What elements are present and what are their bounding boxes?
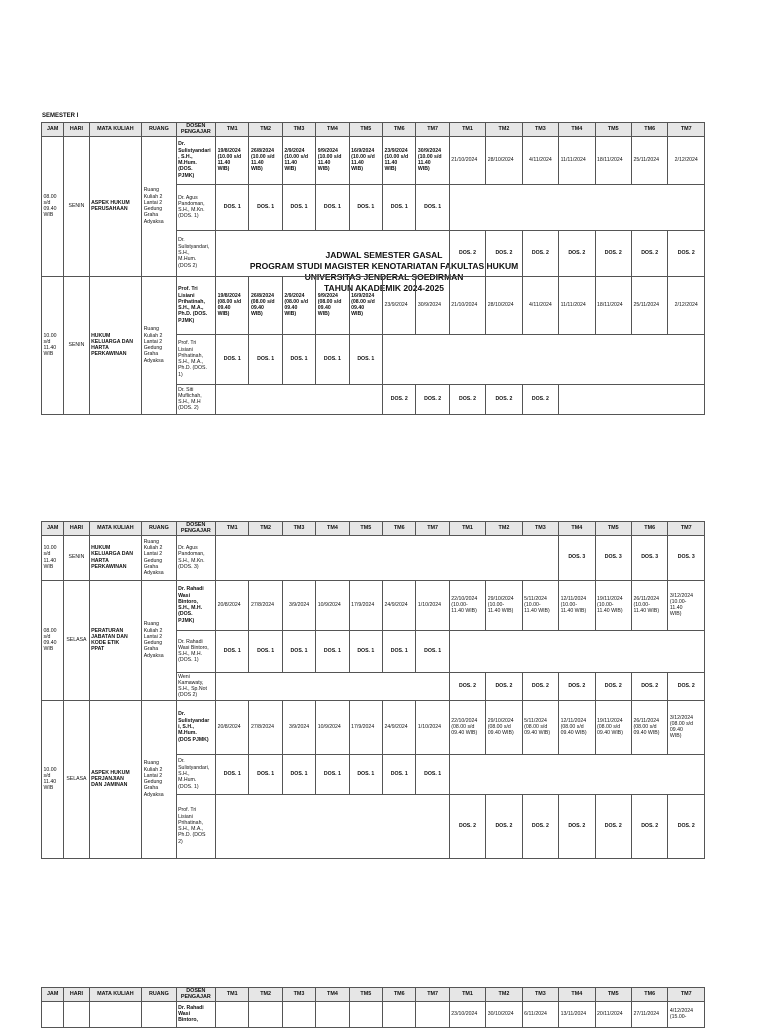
table-cell: 1/10/2024: [416, 580, 449, 630]
table-cell: 18/11/2024: [595, 276, 631, 334]
table-cell: [449, 184, 704, 230]
table-cell: Dr. Rahadi Wasi Bintoro, S.H., M.H. (DOS. 1): [176, 630, 215, 672]
column-header: TM2: [486, 123, 522, 137]
table-cell: Dr. Agus Pandoman, S.H., M.Kn. (DOS. 1): [176, 184, 215, 230]
table-cell: HUKUM KELUARGA DAN HARTA PERKAWINAN: [89, 535, 142, 580]
table-cell: DOS. 1: [349, 184, 382, 230]
column-header: TM4: [316, 988, 349, 1002]
table-cell: DOS. 1: [416, 630, 449, 672]
table-cell: DOS. 3: [631, 535, 667, 580]
table-cell: 22/10/2024 (08.00 s/d 09.40 WIB): [449, 700, 485, 754]
table-cell: DOS. 2: [449, 672, 485, 700]
table-cell: [216, 672, 450, 700]
column-header: TM4: [316, 522, 349, 536]
column-header: RUANG: [142, 123, 176, 137]
header-row: [42, 988, 705, 1002]
table-cell: [216, 230, 450, 276]
table-cell: 10/9/2024: [316, 580, 349, 630]
column-header: TM6: [383, 988, 416, 1002]
table-cell: [216, 794, 450, 858]
table-cell: 4/12/2024 (15.00-: [668, 1001, 705, 1027]
table-cell: DOS. 1: [249, 334, 282, 384]
table-cell: 10.00 s/d 11.40 WIB: [42, 535, 64, 580]
column-header: TM5: [349, 988, 382, 1002]
header-row: [42, 522, 705, 536]
table-cell: DOS. 1: [249, 754, 282, 794]
table-cell: 16/9/2024 (10.00 s/d 11.40 WIB): [349, 136, 382, 184]
table-row: [42, 535, 705, 580]
table-cell: 19/11/2024 (10.00- 11.40 WIB): [595, 580, 631, 630]
column-header: TM3: [522, 988, 558, 1002]
table-cell: 20/11/2024: [595, 1001, 631, 1027]
table-cell: DOS. 3: [559, 535, 595, 580]
table-cell: SENIN: [64, 535, 89, 580]
table-cell: SELASA: [64, 580, 89, 700]
table-cell: 25/11/2024: [631, 136, 667, 184]
table-cell: Ruang Kuliah 2 Lantai 2 Gedung Graha Adyaksa: [142, 136, 176, 276]
table-cell: DOS. 2: [559, 672, 595, 700]
table-cell: [383, 334, 705, 384]
table-cell: DOS. 2: [449, 794, 485, 858]
table-cell: DOS. 3: [595, 535, 631, 580]
column-header: HARI: [64, 988, 89, 1002]
table-cell: DOS. 2: [522, 384, 558, 414]
semester-label: SEMESTER I: [42, 113, 79, 119]
table-cell: SELASA: [64, 700, 89, 858]
table-cell: Weni Kamawaty, S.H., Sp.Not (DOS 2): [176, 672, 215, 700]
table-cell: 3/9/2024: [282, 700, 315, 754]
table-cell: [89, 1001, 142, 1027]
table-cell: 10/9/2024: [316, 700, 349, 754]
table-cell: 2/12/2024: [668, 276, 705, 334]
table-cell: DOS. 2: [631, 672, 667, 700]
column-header: TM6: [383, 522, 416, 536]
column-header: TM1: [216, 988, 249, 1002]
table-cell: DOS. 2: [522, 672, 558, 700]
table-cell: DOS. 2: [449, 384, 485, 414]
table-cell: Prof. Tri Lisiani Prihatinah, S.H., M.A., Ph.D. (DOS 2): [176, 794, 215, 858]
column-header: MATA KULIAH: [89, 522, 142, 536]
table-cell: [249, 1001, 282, 1027]
table-cell: 10.00 s/d 11.40 WIB: [42, 276, 64, 414]
table-cell: 23/10/2024: [449, 1001, 485, 1027]
column-header: JAM: [42, 123, 64, 137]
column-header: TM2: [249, 988, 282, 1002]
table-cell: 29/10/2024 (10.00- 11.40 WIB): [486, 580, 522, 630]
table-cell: DOS. 1: [383, 754, 416, 794]
table-cell: Ruang Kuliah 2 Lantai 2 Gedung Graha Adyaksa: [142, 580, 176, 700]
column-header: TM6: [631, 988, 667, 1002]
table-cell: DOS. 2: [631, 794, 667, 858]
table-cell: SENIN: [64, 136, 89, 276]
column-header: TM7: [668, 123, 705, 137]
table-cell: Dr. Sulistyandari, S.H., M.Hum. (DOS 2): [176, 230, 215, 276]
table-cell: 20/8/2024: [216, 700, 249, 754]
table-cell: 17/9/2024: [349, 700, 382, 754]
table-cell: 12/11/2024 (10.00- 11.40 WIB): [559, 580, 595, 630]
column-header: TM2: [249, 123, 282, 137]
table-cell: 28/10/2024: [486, 276, 522, 334]
title-line-1: JADWAL SEMESTER GASAL: [325, 250, 443, 260]
table-cell: 2/12/2024: [668, 136, 705, 184]
table-cell: [449, 630, 704, 672]
table-cell: Prof. Tri Lisiani Prihatinah, S.H., M.A., Ph.D. (DOS. PJMK): [176, 276, 215, 334]
table-cell: DOS. 2: [416, 384, 449, 414]
table-cell: 2/9/2024 (10.00 s/d 11.40 WIB): [282, 136, 315, 184]
column-header: TM2: [249, 522, 282, 536]
column-header: DOSEN PENGAJAR: [176, 522, 215, 536]
table-cell: DOS. 1: [282, 184, 315, 230]
table-cell: 16/9/2024 (08.00 s/d 09.40 WIB): [349, 276, 382, 334]
table-cell: 30/9/2024: [416, 276, 449, 334]
table-cell: DOS. 2: [595, 230, 631, 276]
column-header: TM3: [522, 522, 558, 536]
table-cell: DOS. 1: [316, 754, 349, 794]
table-cell: ASPEK HUKUM PERUSAHAAN: [89, 136, 142, 276]
table-cell: Dr. Siti Muflichah, S.H., M.H (DOS. 2): [176, 384, 215, 414]
column-header: RUANG: [142, 988, 176, 1002]
table-cell: DOS. 2: [486, 230, 522, 276]
table-cell: Dr. Sulistyandari, S.H., M.Hum. (DOS. 1): [176, 754, 215, 794]
table-cell: DOS. 1: [282, 630, 315, 672]
table-cell: 26/11/2024 (08.00 s/d 09.40 WIB): [631, 700, 667, 754]
table-cell: 11/11/2024: [559, 136, 595, 184]
table-cell: 3/12/2024 (08.00 s/d 09.40 WIB): [668, 700, 705, 754]
table-cell: 19/8/2024 (10.00 s/d 11.40 WIB): [216, 136, 249, 184]
table-cell: DOS. 2: [559, 794, 595, 858]
column-header: TM4: [559, 988, 595, 1002]
table-cell: DOS. 2: [595, 672, 631, 700]
table-cell: [216, 1001, 249, 1027]
column-header: TM7: [416, 988, 449, 1002]
table-cell: 27/8/2024: [249, 580, 282, 630]
table-cell: [449, 754, 704, 794]
table-cell: 10.00 s/d 11.40 WIB: [42, 700, 64, 858]
table-cell: 26/8/2024 (10.00 s/d 11.40 WIB): [249, 136, 282, 184]
table-cell: DOS. 2: [486, 384, 522, 414]
column-header: TM4: [316, 123, 349, 137]
table-cell: 08.00 s/d 09.40 WIB: [42, 580, 64, 700]
table-cell: 6/11/2024: [522, 1001, 558, 1027]
table-cell: [416, 1001, 449, 1027]
table-cell: 2/9/2024 (08.00 s/d 09.40 WIB): [282, 276, 315, 334]
table-cell: 9/9/2024 (10.00 s/d 11.40 WIB): [316, 136, 349, 184]
column-header: RUANG: [142, 522, 176, 536]
table-cell: [349, 1001, 382, 1027]
column-header: HARI: [64, 522, 89, 536]
table-cell: DOS. 1: [349, 334, 382, 384]
table-cell: DOS. 1: [216, 184, 249, 230]
title-line-4: TAHUN AKADEMIK 2024-2025: [324, 283, 444, 293]
table-cell: 23/9/2024 (10.00 s/d 11.40 WIB): [383, 136, 416, 184]
table-cell: DOS. 3: [668, 535, 705, 580]
column-header: TM5: [595, 988, 631, 1002]
table-cell: DOS. 2: [383, 384, 416, 414]
table-cell: 18/11/2024: [595, 136, 631, 184]
table-cell: 23/9/2024: [383, 276, 416, 334]
column-header: TM1: [449, 522, 485, 536]
column-header: JAM: [42, 522, 64, 536]
table-row: [42, 1001, 705, 1027]
table-cell: 13/11/2024: [559, 1001, 595, 1027]
table-cell: 19/11/2024 (08.00 s/d 09.40 WIB): [595, 700, 631, 754]
table-cell: 3/9/2024: [282, 580, 315, 630]
column-header: MATA KULIAH: [89, 123, 142, 137]
table-cell: Prof. Tri Lisiani Prihatinah, S.H., M.A., Ph.D. (DOS. 1): [176, 334, 215, 384]
table-cell: 17/9/2024: [349, 580, 382, 630]
table-cell: DOS. 1: [349, 754, 382, 794]
column-header: TM7: [416, 522, 449, 536]
table-cell: 27/8/2024: [249, 700, 282, 754]
header-row: [42, 123, 705, 137]
table-cell: [216, 384, 383, 414]
table-cell: 29/10/2024 (08.00 s/d 09.40 WIB): [486, 700, 522, 754]
column-header: TM6: [383, 123, 416, 137]
schedule-table: [41, 521, 705, 859]
table-cell: [383, 1001, 416, 1027]
table-row: [42, 276, 705, 334]
table-cell: 24/9/2024: [383, 580, 416, 630]
table-cell: DOS. 1: [416, 754, 449, 794]
column-header: TM7: [668, 522, 705, 536]
column-header: MATA KULIAH: [89, 988, 142, 1002]
table-cell: DOS. 1: [282, 754, 315, 794]
table-cell: DOS. 1: [216, 334, 249, 384]
table-cell: DOS. 2: [522, 794, 558, 858]
table-cell: DOS. 1: [316, 334, 349, 384]
table-cell: DOS. 2: [668, 672, 705, 700]
column-header: TM1: [216, 522, 249, 536]
table-cell: Ruang Kuliah 2 Lantai 2 Gedung Graha Adyaksa: [142, 535, 176, 580]
column-header: TM5: [595, 522, 631, 536]
table-cell: 9/9/2024 (08.00 s/d 09.40 WIB): [316, 276, 349, 334]
table-cell: 4/11/2024: [522, 136, 558, 184]
table-cell: 5/11/2024 (08.00 s/d 09.40 WIB): [522, 700, 558, 754]
table-cell: [142, 1001, 176, 1027]
column-header: TM6: [631, 522, 667, 536]
table-cell: DOS. 2: [522, 230, 558, 276]
table-cell: Dr. Sulistyandari , S.H., M.Hum. (DOS. PJMK): [176, 136, 215, 184]
table-cell: 3/12/2024 (10.00- 11.40 WIB): [668, 580, 705, 630]
column-header: TM2: [486, 522, 522, 536]
table-cell: DOS. 2: [449, 230, 485, 276]
table-row: [42, 700, 705, 754]
table-cell: 20/8/2024: [216, 580, 249, 630]
table-cell: [216, 535, 559, 580]
column-header: TM1: [449, 988, 485, 1002]
title-line-3: UNIVERSITAS JENDERAL SOEDIRMAN: [304, 272, 464, 282]
table-cell: 22/10/2024 (10.00- 11.40 WIB): [449, 580, 485, 630]
table-cell: DOS. 1: [383, 630, 416, 672]
table-cell: DOS. 1: [316, 184, 349, 230]
table-cell: DOS. 1: [282, 334, 315, 384]
table-cell: Ruang Kuliah 2 Lantai 2 Gedung Graha Adyaksa: [142, 276, 176, 414]
table-cell: 30/10/2024: [486, 1001, 522, 1027]
table-cell: DOS. 2: [668, 794, 705, 858]
table-cell: Dr. Sulistyandar i, S.H., M.Hum. (DOS PJMK): [176, 700, 215, 754]
table-cell: Dr. Rahadi Wasi Bintoro,: [176, 1001, 215, 1027]
table-cell: 26/8/2024 (08.00 s/d 09.40 WIB): [249, 276, 282, 334]
table-cell: 11/11/2024: [559, 276, 595, 334]
table-cell: 26/11/2024 (10.00- 11.40 WIB): [631, 580, 667, 630]
table-cell: 5/11/2024 (10.00- 11.40 WIB): [522, 580, 558, 630]
table-cell: ASPEK HUKUM PERJANJIAN DAN JAMINAN: [89, 700, 142, 858]
table-cell: DOS. 2: [595, 794, 631, 858]
column-header: TM4: [559, 123, 595, 137]
table-cell: 28/10/2024: [486, 136, 522, 184]
table-cell: Ruang Kuliah 2 Lantai 2 Gedung Graha Adyaksa: [142, 700, 176, 858]
table-cell: DOS. 2: [631, 230, 667, 276]
table-cell: DOS. 2: [668, 230, 705, 276]
column-header: TM5: [349, 522, 382, 536]
table-cell: 24/9/2024: [383, 700, 416, 754]
column-header: TM3: [282, 522, 315, 536]
table-cell: 12/11/2024 (08.00 s/d 09.40 WIB): [559, 700, 595, 754]
table-cell: [64, 1001, 89, 1027]
column-header: TM1: [216, 123, 249, 137]
table-cell: [42, 1001, 64, 1027]
table-cell: DOS. 1: [216, 754, 249, 794]
table-cell: 30/9/2024 (10.00 s/d 11.40 WIB): [416, 136, 449, 184]
column-header: TM3: [282, 988, 315, 1002]
table-cell: 27/11/2024: [631, 1001, 667, 1027]
table-cell: DOS. 2: [486, 794, 522, 858]
table-cell: 21/10/2024: [449, 136, 485, 184]
table-cell: 19/8/2024 (08.00 s/d 09.40 WIB): [216, 276, 249, 334]
table-cell: DOS. 1: [316, 630, 349, 672]
column-header: TM7: [416, 123, 449, 137]
table-cell: 21/10/2024: [449, 276, 485, 334]
schedule-table: [41, 987, 705, 1028]
table-cell: PERATURAN JABATAN DAN KODE ETIK PPAT: [89, 580, 142, 700]
schedule-table: [41, 122, 705, 415]
table-cell: 25/11/2024: [631, 276, 667, 334]
table-cell: DOS. 1: [416, 184, 449, 230]
column-header: DOSEN PENGAJAR: [176, 123, 215, 137]
column-header: TM3: [282, 123, 315, 137]
column-header: TM4: [559, 522, 595, 536]
table-cell: [282, 1001, 315, 1027]
table-cell: SENIN: [64, 276, 89, 414]
table-row: [42, 580, 705, 630]
column-header: JAM: [42, 988, 64, 1002]
column-header: TM3: [522, 123, 558, 137]
table-cell: Dr. Agus Pandoman, S.H., M.Kn. (DOS. 3): [176, 535, 215, 580]
table-cell: HUKUM KELUARGA DAN HARTA PERKAWINAN: [89, 276, 142, 414]
table-cell: DOS. 1: [249, 630, 282, 672]
table-cell: [559, 384, 705, 414]
column-header: DOSEN PENGAJAR: [176, 988, 215, 1002]
column-header: TM5: [595, 123, 631, 137]
table-cell: DOS. 2: [559, 230, 595, 276]
table-cell: 1/10/2024: [416, 700, 449, 754]
title-line-2: PROGRAM STUDI MAGISTER KENOTARIATAN FAKULTAS HUKUM: [249, 261, 519, 271]
table-cell: DOS. 1: [349, 630, 382, 672]
table-cell: DOS. 1: [249, 184, 282, 230]
table-cell: [316, 1001, 349, 1027]
table-cell: 4/11/2024: [522, 276, 558, 334]
table-cell: DOS. 1: [383, 184, 416, 230]
table-row: [42, 136, 705, 184]
column-header: TM1: [449, 123, 485, 137]
table-cell: Dr. Rahadi Wasi Bintoro, S.H., M.H. (DOS. PJMK): [176, 580, 215, 630]
column-header: TM7: [668, 988, 705, 1002]
column-header: TM6: [631, 123, 667, 137]
column-header: TM5: [349, 123, 382, 137]
table-cell: DOS. 2: [486, 672, 522, 700]
table-cell: 08.00 s/d 09.40 WIB: [42, 136, 64, 276]
column-header: HARI: [64, 123, 89, 137]
column-header: TM2: [486, 988, 522, 1002]
table-cell: DOS. 1: [216, 630, 249, 672]
